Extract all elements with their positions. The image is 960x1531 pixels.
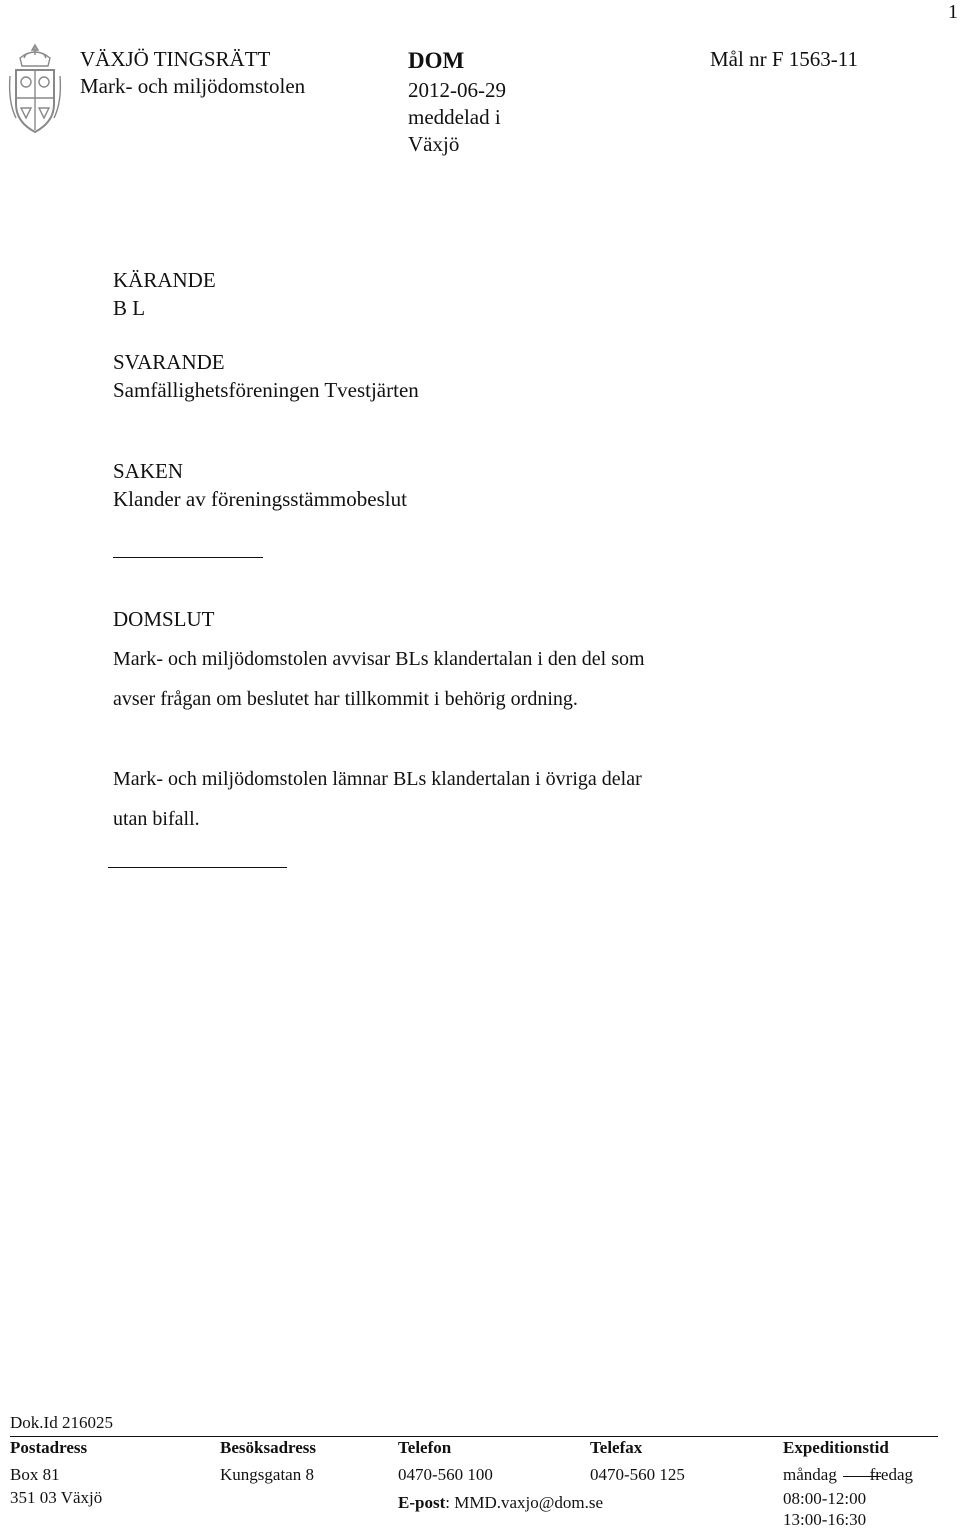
office-hours-days [783,1464,913,1486]
section-divider [113,557,263,558]
postal-address-line-1: Box 81 [10,1465,60,1484]
email-value[interactable]: MMD.vaxjo@dom.se [454,1493,604,1512]
document-date: 2012-06-29 [408,78,506,102]
document-type: DOM [408,48,465,73]
matter-heading: SAKEN [113,459,184,483]
issued-place: Växjö [408,132,460,156]
phone-value: 0470-560 100 [398,1465,493,1484]
postal-address-heading: Postadress [10,1438,88,1457]
defendant-name: Samfällighetsföreningen Tvestjärten [113,378,419,402]
page-number: 1 [948,1,958,23]
office-hours-heading: Expeditionstid [783,1438,889,1457]
defendant-heading: SVARANDE [113,350,225,374]
email-line: E-post: MMD.vaxjo@dom.se [398,1493,604,1512]
judgment-paragraph-2-line-2: utan bifall. [113,808,200,830]
issued-label: meddelad i [408,105,501,129]
matter-text: Klander av föreningsstämmobeslut [113,487,407,511]
office-hours-day-to: fredag [869,1465,913,1484]
office-hours-day-from: måndag [783,1465,837,1484]
fax-value: 0470-560 125 [590,1465,685,1484]
end-divider [108,867,287,868]
visiting-address-heading: Besöksadress [220,1438,317,1457]
postal-address-line-2: 351 03 Växjö [10,1488,103,1507]
judgment-paragraph-1-line-2: avser frågan om beslutet har tillkommit i behörig ordning. [113,688,578,710]
plaintiff-name: B L [113,296,146,320]
phone-heading: Telefon [398,1438,452,1457]
case-number: Mål nr F 1563-11 [710,47,858,71]
judgment-paragraph-1-line-1: Mark- och miljödomstolen avvisar BLs klandertalan i den del som [113,648,645,670]
fax-heading: Telefax [590,1438,643,1457]
court-name: VÄXJÖ TINGSRÄTT [80,47,271,71]
office-hours-morning: 08:00-12:00 [783,1489,867,1508]
plaintiff-heading: KÄRANDE [113,268,216,292]
coat-of-arms-icon [6,42,64,138]
visiting-address-line-1: Kungsgatan 8 [220,1465,314,1484]
judgment-heading: DOMSLUT [113,607,215,631]
court-division: Mark- och miljödomstolen [80,74,306,98]
judgment-paragraph-2-line-1: Mark- och miljödomstolen lämnar BLs klandertalan i övriga delar [113,768,642,790]
document-id: Dok.Id 216025 [10,1413,113,1432]
email-label: E-post [398,1493,446,1512]
office-hours-afternoon: 13:00-16:30 [783,1510,867,1529]
